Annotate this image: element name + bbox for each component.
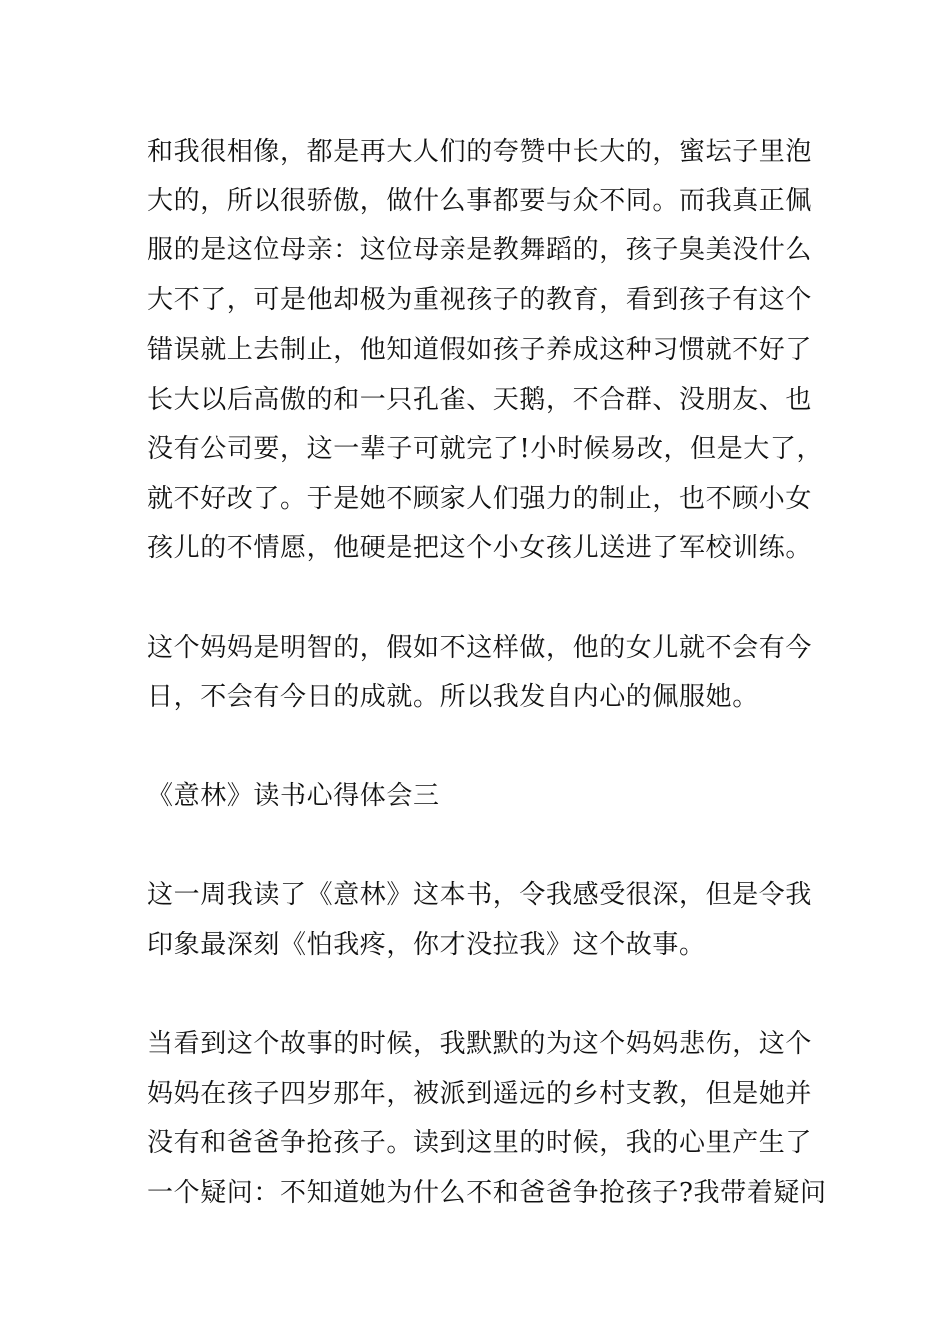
text-line: 孩儿的不情愿，他硬是把这个小女孩儿送进了军校训练。 (147, 533, 813, 563)
text-line: 印象最深刻《怕我疼，你才没拉我》这个故事。 (147, 930, 706, 960)
text-line: 长大以后高傲的和一只孔雀、天鹅，不合群、没朋友、也 (147, 385, 813, 415)
heading-line: 《意林》读书心得体会三 (147, 781, 440, 811)
text-line: 就不好改了。于是她不顾家人们强力的制止，也不顾小女 (147, 484, 813, 514)
text-line: 一个疑问：不知道她为什么不和爸爸争抢孩子?我带着疑问 (147, 1178, 827, 1208)
text-line: 当看到这个故事的时候，我默默的为这个妈妈悲伤，这个 (147, 1029, 813, 1059)
text-line: 这一周我读了《意林》这本书，令我感受很深，但是令我 (147, 880, 813, 910)
text-line: 日，不会有今日的成就。所以我发自内心的佩服她。 (147, 682, 759, 712)
text-line: 错误就上去制止，他知道假如孩子养成这种习惯就不好了 (147, 335, 813, 365)
text-line: 和我很相像，都是再大人们的夸赞中长大的，蜜坛子里泡 (147, 137, 813, 167)
text-line: 没有公司要，这一辈子可就完了!小时候易改，但是大了， (147, 434, 824, 464)
text-line: 没有和爸爸争抢孩子。读到这里的时候，我的心里产生了 (147, 1128, 813, 1158)
text-line: 大不了，可是他却极为重视孩子的教育，看到孩子有这个 (147, 285, 813, 315)
text-line: 服的是这位母亲：这位母亲是教舞蹈的，孩子臭美没什么 (147, 235, 813, 265)
text-line: 这个妈妈是明智的，假如不这样做，他的女儿就不会有今 (147, 633, 813, 663)
text-line: 大的，所以很骄傲，做什么事都要与众不同。而我真正佩 (147, 186, 813, 216)
text-line: 妈妈在孩子四岁那年，被派到遥远的乡村支教，但是她并 (147, 1079, 813, 1109)
